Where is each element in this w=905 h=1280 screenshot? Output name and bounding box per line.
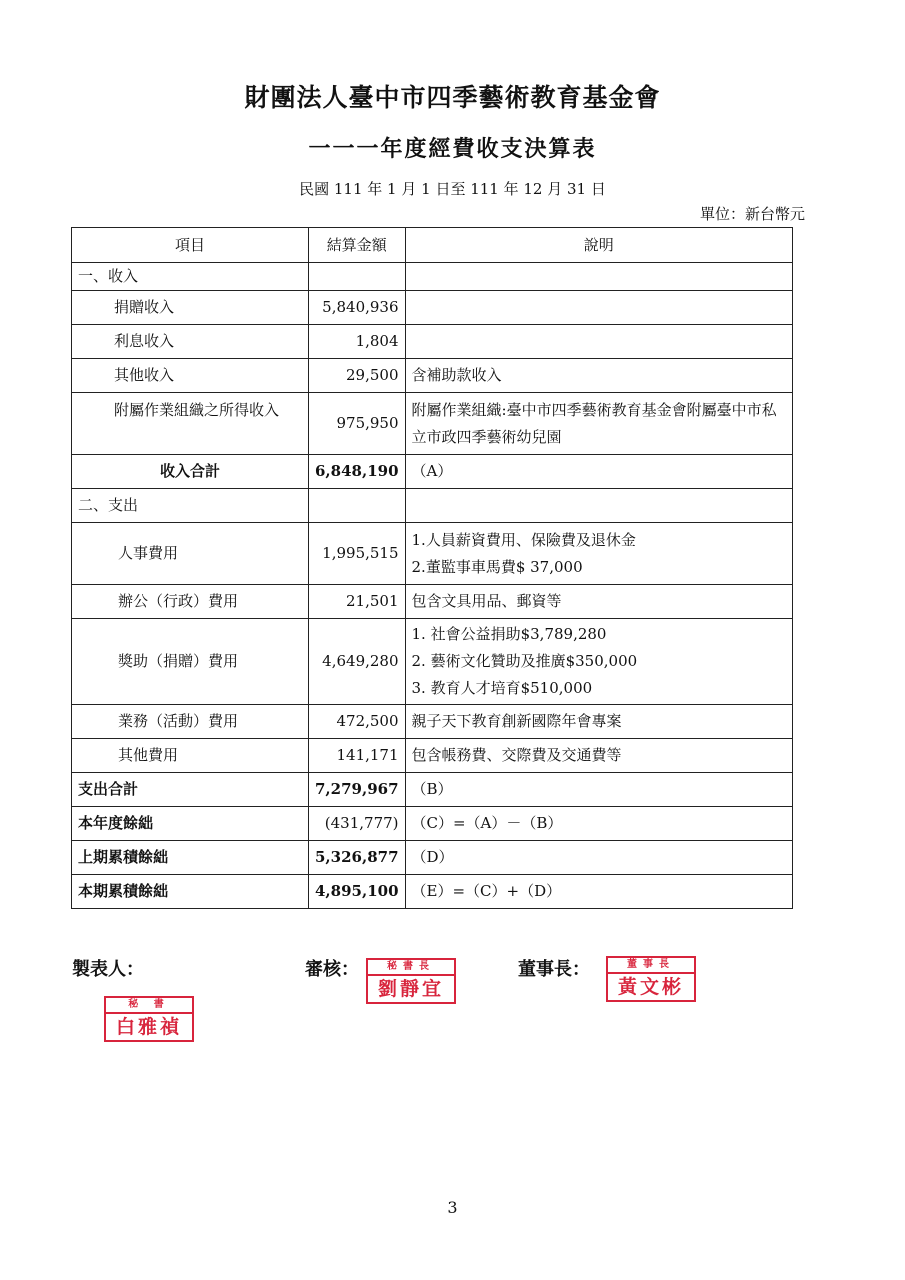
note-line: 3. 教育人才培育$510,000 [411, 679, 593, 697]
table-row [72, 705, 793, 739]
row-note: 含補助款收入 [405, 359, 792, 393]
reviewer-seal-stamp [366, 958, 456, 1004]
row-amount: 4,649,280 [309, 619, 406, 705]
preparer-label: 製表人： [72, 959, 144, 980]
chairman-seal-stamp [606, 956, 696, 1002]
row-item: 收入合計 [72, 455, 309, 489]
row-amount: 1,804 [309, 325, 406, 359]
row-note [405, 585, 792, 619]
row-item: 附屬作業組織之所得收入 [72, 393, 309, 455]
page-subtitle: 一一一年度經費收支決算表 [308, 136, 597, 162]
table-row [72, 585, 793, 619]
table-row [72, 523, 793, 585]
row-amount: 472,500 [309, 705, 406, 739]
budget-table [71, 227, 793, 909]
note-line: 2.董監事車馬費$ 37,000 [411, 557, 583, 576]
row-item: 其他費用 [72, 739, 309, 773]
section-label: 一、收入 [72, 263, 309, 291]
summary-row [72, 875, 793, 909]
row-amount: 21,501 [309, 585, 406, 619]
row-note [405, 523, 792, 585]
table-header-row [72, 228, 793, 263]
table-row [72, 291, 793, 325]
row-note: （B） [405, 773, 792, 807]
row-item: 本期累積餘絀 [72, 875, 309, 909]
summary-row [72, 807, 793, 841]
row-item: 利息收入 [72, 325, 309, 359]
row-amount: 6,848,190 [309, 455, 406, 489]
row-note: （A） [405, 455, 792, 489]
row-note: （D） [405, 841, 792, 875]
page-title: 財團法人臺中市四季藝術教育基金會 [244, 83, 661, 112]
row-amount: (431,777) [309, 807, 406, 841]
row-item: 人事費用 [72, 523, 309, 585]
section-row-expense [72, 489, 793, 523]
note-line: 親子天下教育創新國際年會專案 [411, 712, 622, 730]
row-amount: 7,279,967 [309, 773, 406, 807]
note-line: 2. 藝術文化贊助及推廣$350,000 [411, 652, 638, 670]
note-line: 包含帳務費、交際費及交通費等 [411, 746, 622, 764]
row-item: 上期累積餘絀 [72, 841, 309, 875]
table-row [72, 325, 793, 359]
row-amount: 5,326,877 [309, 841, 406, 875]
row-note [405, 739, 792, 773]
preparer-seal-stamp [104, 996, 194, 1042]
note-line: 包含文具用品、郵資等 [411, 592, 562, 610]
row-item: 本年度餘絀 [72, 807, 309, 841]
summary-row [72, 773, 793, 807]
page-number: 3 [447, 1198, 458, 1217]
row-note: 附屬作業組織:臺中市四季藝術教育基金會附屬臺中市私立市政四季藝術幼兒園 [405, 393, 792, 455]
header-note: 說明 [405, 228, 792, 263]
row-item: 支出合計 [72, 773, 309, 807]
row-amount: 975,950 [309, 393, 406, 455]
row-amount: 4,895,100 [309, 875, 406, 909]
row-note [405, 705, 792, 739]
row-amount: 1,995,515 [309, 523, 406, 585]
row-amount: 29,500 [309, 359, 406, 393]
note-line: 1. 社會公益捐助$3,789,280 [411, 625, 607, 643]
header-amount: 結算金額 [309, 228, 406, 263]
stamp-name: 劉靜宜 [377, 978, 444, 1000]
row-note [405, 291, 792, 325]
row-note: （E）=（C）+（D） [405, 875, 792, 909]
stamp-name: 黃文彬 [617, 976, 684, 998]
chairman-label: 董事長： [518, 959, 590, 980]
row-item: 業務（活動）費用 [72, 705, 309, 739]
row-item: 辦公（行政）費用 [72, 585, 309, 619]
row-note: （C）=（A）－（B） [405, 807, 792, 841]
section-label: 二、支出 [72, 489, 309, 523]
row-note [405, 619, 792, 705]
period-text: 民國 111 年 1 月 1 日至 111 年 12 月 31 日 [299, 180, 606, 198]
table-row [72, 619, 793, 705]
reviewer-label: 審核： [305, 959, 359, 980]
stamp-title: 秘 書 [106, 998, 192, 1014]
section-row-income [72, 263, 793, 291]
row-item: 捐贈收入 [72, 291, 309, 325]
stamp-title: 董事長 [608, 958, 694, 974]
row-amount: 5,840,936 [309, 291, 406, 325]
stamp-name: 白雅禎 [115, 1016, 182, 1038]
table-row [72, 359, 793, 393]
table-row [72, 739, 793, 773]
summary-row [72, 841, 793, 875]
row-amount: 141,171 [309, 739, 406, 773]
stamp-title: 秘書長 [368, 960, 454, 976]
unit-text: 單位：新台幣元 [699, 205, 805, 223]
table-row [72, 393, 793, 455]
header-item: 項目 [72, 228, 309, 263]
row-note [405, 325, 792, 359]
row-item: 其他收入 [72, 359, 309, 393]
income-total-row [72, 455, 793, 489]
note-line: 1.人員薪資費用、保險費及退休金 [411, 530, 636, 549]
row-item: 獎助（捐贈）費用 [72, 619, 309, 705]
